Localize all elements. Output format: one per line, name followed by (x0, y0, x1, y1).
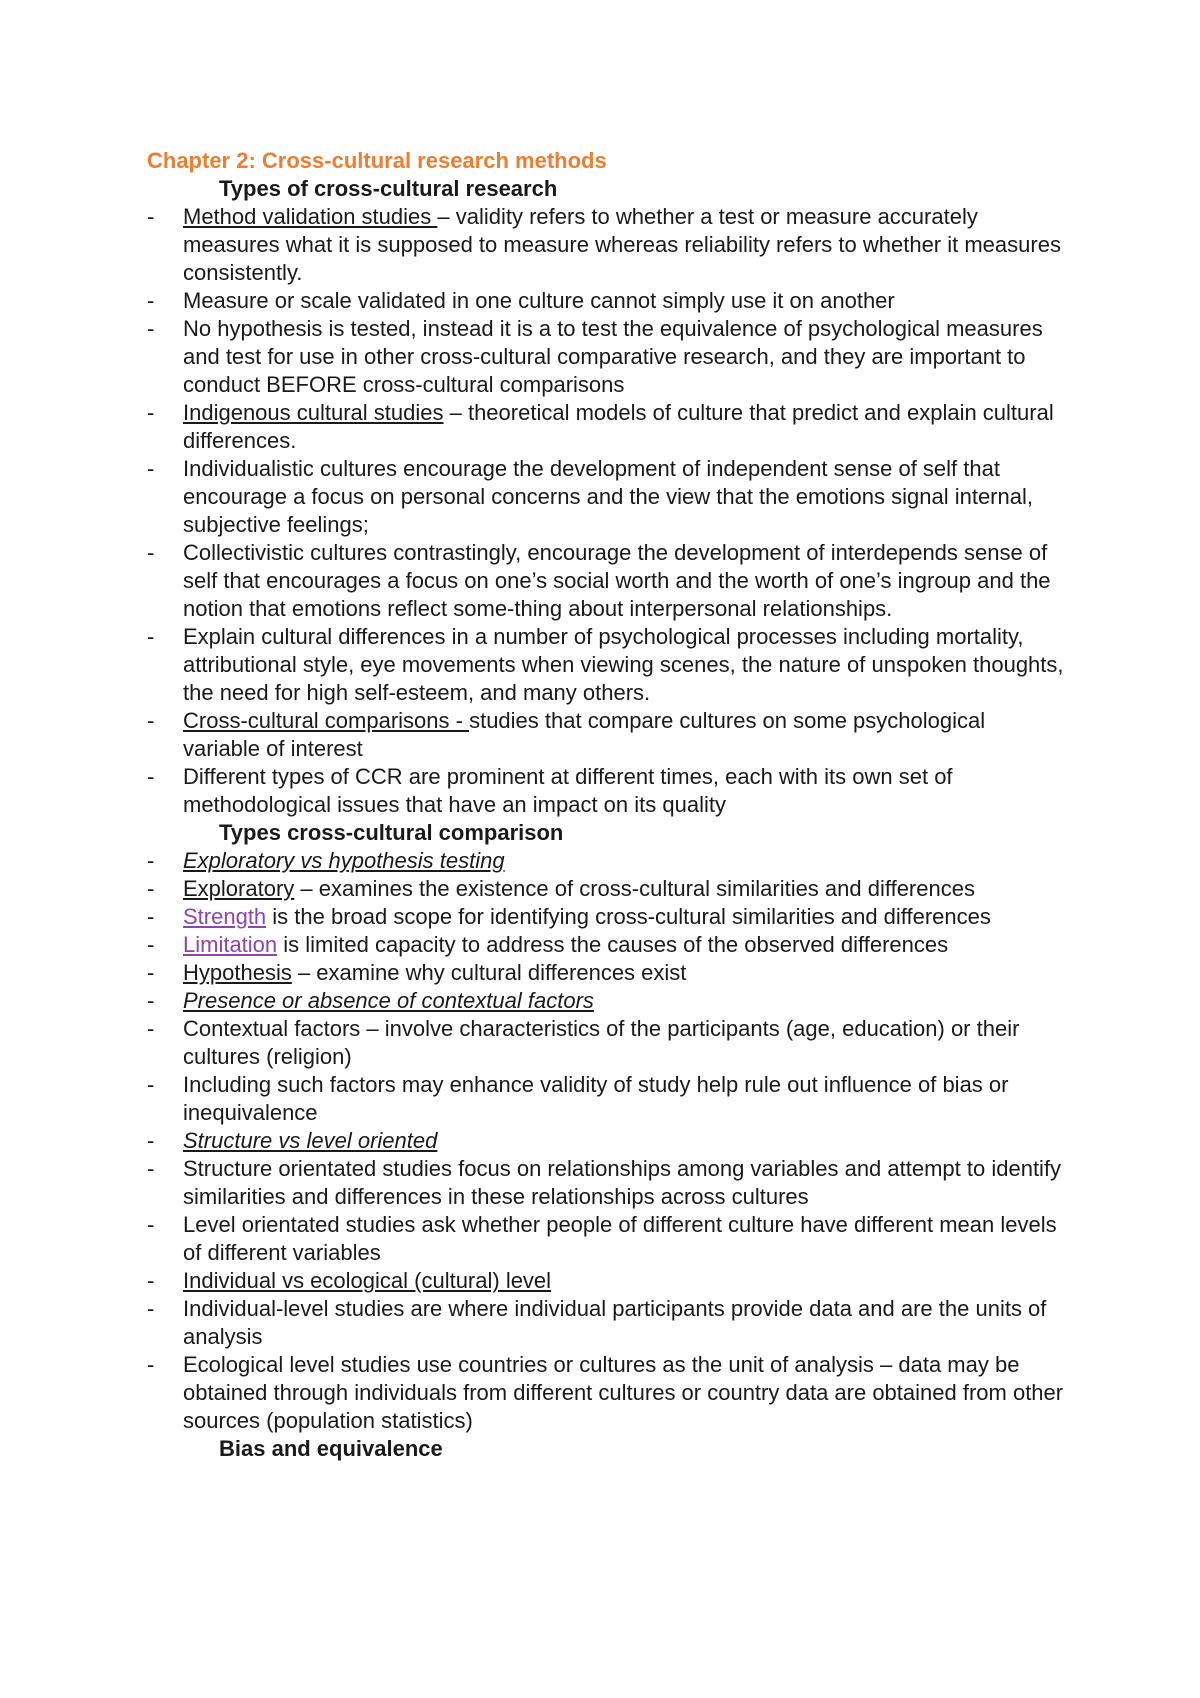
bullet-dash: - (147, 456, 155, 481)
bullet-item (147, 399, 1067, 455)
bullet-text: is the broad scope for identifying cross-cultural similarities and differences (266, 904, 991, 929)
bullet-item (147, 1351, 1067, 1435)
bullet-item (147, 539, 1067, 623)
bullet-item (147, 455, 1067, 539)
emphasized-term: Exploratory (183, 876, 295, 901)
bullet-item (147, 203, 1067, 287)
bullet-text: Ecological level studies use countries or cultures as the unit of analysis – data may be obtained through individuals from different cultures or country data are obtained from other sources (population statistics) (183, 1352, 1064, 1433)
sections-container (147, 175, 1067, 1463)
bullet-item (147, 903, 1067, 931)
bullet-text: Level orientated studies ask whether people of different culture have different mean levels of different variables (183, 1212, 1057, 1265)
bullet-item (147, 847, 1067, 875)
bullet-dash: - (147, 1156, 155, 1181)
bullet-text: – examine why cultural differences exist (291, 960, 687, 985)
bullet-item (147, 763, 1067, 819)
emphasized-term: Exploratory vs hypothesis testing (183, 848, 505, 873)
emphasized-term: Cross-cultural comparisons - (183, 708, 470, 733)
bullet-dash: - (147, 1268, 155, 1293)
bullet-text: Explain cultural differences in a number of psychological processes including mortality, attributional style, eye movements when viewing scenes, the nature of unspoken thoughts, the need for high self-esteem, and many others. (183, 624, 1064, 705)
bullet-dash: - (147, 1296, 155, 1321)
bullet-text: Collectivistic cultures contrastingly, encourage the development of interdepends sense of self that encourages a focus on one’s social worth and the worth of one’s ingroup and the notion that emotions reflect some-thing about interpersonal relationships. (183, 540, 1051, 621)
emphasized-term: Presence or absence of contextual factors (183, 988, 594, 1013)
bullet-dash: - (147, 1212, 155, 1237)
bullet-item (147, 707, 1067, 763)
bullet-dash: - (147, 932, 155, 957)
bullet-text: is limited capacity to address the causes of the observed differences (277, 932, 949, 957)
bullet-dash: - (147, 848, 155, 873)
section-heading: Bias and equivalence (219, 1436, 443, 1461)
bullet-text: Including such factors may enhance validity of study help rule out influence of bias or inequivalence (183, 1072, 1009, 1125)
bullet-item (147, 987, 1067, 1015)
bullet-item (147, 1155, 1067, 1211)
bullet-text: Different types of CCR are prominent at different times, each with its own set of methodological issues that have an impact on its quality (183, 764, 953, 817)
document-page (147, 147, 1067, 1463)
emphasized-term: Method validation studies (183, 204, 438, 229)
bullet-text: – theoretical models of culture that predict and explain cultural differences. (183, 400, 1054, 453)
bullet-item (147, 1211, 1067, 1267)
highlighted-term: Limitation (183, 932, 278, 957)
bullet-dash: - (147, 960, 155, 985)
bullet-text: No hypothesis is tested, instead it is a to test the equivalence of psychological measures and test for use in other cross-cultural comparative research, and they are important to conduct BEFORE cross-cultural comparisons (183, 316, 1043, 397)
bullet-dash: - (147, 988, 155, 1013)
bullet-text: Individual-level studies are where individual participants provide data and are the units of analysis (183, 1296, 1047, 1349)
bullet-item (147, 959, 1067, 987)
bullet-dash: - (147, 764, 155, 789)
bullet-dash: - (147, 540, 155, 565)
bullet-item (147, 931, 1067, 959)
bullet-dash: - (147, 204, 155, 229)
bullet-dash: - (147, 1128, 155, 1153)
emphasized-term: Hypothesis (183, 960, 292, 985)
bullet-dash: - (147, 1352, 155, 1377)
bullet-dash: - (147, 904, 155, 929)
bullet-item (147, 623, 1067, 707)
bullet-text: studies that compare cultures on some psychological variable of interest (183, 708, 986, 761)
bullet-item (147, 875, 1067, 903)
bullet-dash: - (147, 316, 155, 341)
bullet-text: Structure orientated studies focus on relationships among variables and attempt to identify similarities and differences in these relationships across cultures (183, 1156, 1062, 1209)
bullet-item (147, 1267, 1067, 1295)
bullet-item (147, 1015, 1067, 1071)
bullet-text: – examines the existence of cross-cultural similarities and differences (294, 876, 975, 901)
emphasized-term: Indigenous cultural studies (183, 400, 444, 425)
highlighted-term: Strength (183, 904, 267, 929)
bullet-text: Measure or scale validated in one culture cannot simply use it on another (183, 288, 895, 313)
bullet-text: Individualistic cultures encourage the development of independent sense of self that encourage a focus on personal concerns and the view that the emotions signal internal, subjective feelings; (183, 456, 1033, 537)
section-heading: Types of cross-cultural research (219, 176, 558, 201)
bullet-item (147, 315, 1067, 399)
chapter-title: Chapter 2: Cross-cultural research methods (147, 148, 607, 173)
bullet-item (147, 1071, 1067, 1127)
emphasized-term: Individual vs ecological (cultural) level (183, 1268, 552, 1293)
section-heading: Types cross-cultural comparison (219, 820, 564, 845)
bullet-item (147, 287, 1067, 315)
bullet-dash: - (147, 288, 155, 313)
bullet-item (147, 1127, 1067, 1155)
bullet-dash: - (147, 1016, 155, 1041)
bullet-dash: - (147, 400, 155, 425)
bullet-dash: - (147, 624, 155, 649)
bullet-dash: - (147, 1072, 155, 1097)
emphasized-term: Structure vs level oriented (183, 1128, 438, 1153)
bullet-item (147, 1295, 1067, 1351)
bullet-text: – validity refers to whether a test or measure accurately measures what it is supposed to measure whereas reliability refers to whether it measures consistently. (183, 204, 1061, 285)
bullet-dash: - (147, 708, 155, 733)
bullet-text: Contextual factors – involve characteristics of the participants (age, education) or their cultures (religion) (183, 1016, 1020, 1069)
bullet-dash: - (147, 876, 155, 901)
